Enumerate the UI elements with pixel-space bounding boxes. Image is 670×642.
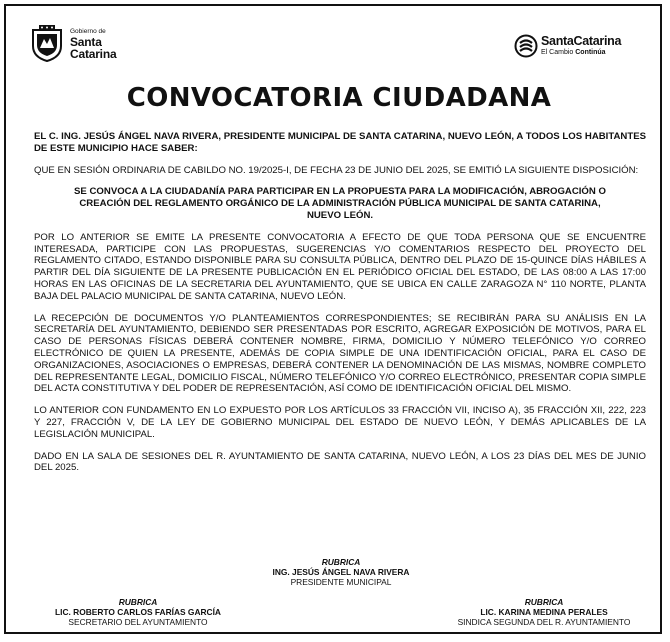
santa-catarina-brand-logo bbox=[514, 34, 638, 60]
mayor-signature bbox=[191, 557, 491, 587]
fundamento-paragraph: LO ANTERIOR CON FUNDAMENTO EN LO EXPUESTO POR LOS ARTÍCULOS 33 FRACCIÓN VII, INCISO A), 35 FRACCIÓN XII, 222, 223 Y 227, FRACCIÓN V, DE LA LEY DE GOBIERNO MUNICIPAL DEL ESTADO DE NUEVO LEÓN, Y DEMÁS APLICABLES DE LA LEGISLACIÓN MUNICIPAL. bbox=[34, 405, 646, 440]
secretary-signature bbox=[18, 597, 258, 627]
signatory-role: SINDICA SEGUNDA DEL R. AYUNTAMIENTO bbox=[457, 617, 631, 627]
santa-catarina-swirl-icon bbox=[514, 34, 538, 58]
gobierno-logo bbox=[30, 22, 140, 68]
signatory-name: LIC. ROBERTO CARLOS FARÍAS GARCÍA bbox=[55, 607, 221, 617]
recepcion-paragraph: LA RECEPCIÓN DE DOCUMENTOS Y/O PLANTEAMIENTOS CORRESPONDIENTES; SE RECIBIRÁN PARA SU ANÁLISIS EN LA SECRETARÍA DEL AYUNTAMIENTO, DEBIENDO SER PRESENTADAS POR ESCRITO, AGREGAR EXPOSICIÓN DE MOTIVOS, PARA EL CASO DE PERSONAS FÍSICAS DEBERÁ CONTENER NOMBRE, FIRMA, DOMICILIO Y NÚMERO TELEFÓNICO Y/O CORREO ELECTRÓNICO DE QUIEN LA PRESENTE, ADEMÁS DE COPIA SIMPLE DE UNA IDENTIFICACIÓN OFICIAL, PARA EL CASO DE ORGANIZACIONES, ASOCIACIONES O EMPRESAS, DEBERÁ CONTENER LA DENOMINACIÓN DE LAS MISMAS, NOMBRE COMPLETO DEL REPRESENTANTE LEGAL, DOMICILIO FISCAL, NÚMERO TELEFÓNICO Y/O CORREO ELECTRÓNICO, PRESENTAR COPIA SIMPLE DEL ACTA CONSTITUTIVA Y DEL PODER DE REPRESENTACIÓN, ASÍ COMO DE IDENTIFICACIÓN OFICIAL DEL MISMO. bbox=[34, 312, 646, 395]
intro-paragraph: EL C. ING. JESÚS ÁNGEL NAVA RIVERA, PRESIDENTE MUNICIPAL DE SANTA CATARINA, NUEVO LEÓN, A TODOS LOS HABITANTES DE ESTE MUNICIPIO HACE SABER: bbox=[34, 131, 646, 154]
tagline-emphasis: Continúa bbox=[575, 49, 606, 56]
rubrica-label: RUBRICA bbox=[118, 597, 158, 607]
session-paragraph: QUE EN SESIÓN ORDINARIA DE CABILDO NO. 19/2025-I, DE FECHA 23 DE JUNIO DEL 2025, SE EMITIÓ LA SIGUIENTE DISPOSICIÓN: bbox=[34, 164, 639, 176]
municipal-seal-icon bbox=[30, 24, 64, 62]
notice-body bbox=[34, 131, 646, 484]
logo-name-line-1: Santa bbox=[70, 35, 102, 49]
tagline-prefix: El Cambio bbox=[541, 49, 576, 56]
rubrica-label: RUBRICA bbox=[524, 597, 564, 607]
page-title: CONVOCATORIA CIUDADANA bbox=[126, 83, 552, 113]
brand-tagline bbox=[541, 49, 606, 57]
notice-frame bbox=[4, 4, 662, 634]
signatory-role: SECRETARIO DEL AYUNTAMIENTO bbox=[68, 617, 208, 627]
convoca-paragraph: SE CONVOCA A LA CIUDADANÍA PARA PARTICIPAR EN LA PROPUESTA PARA LA MODIFICACIÓN, ABROGACIÓN O CREACIÓN DEL REGLAMENTO ORGÁNICO DE LA ADMINISTRACIÓN PÚBLICA MUNICIPAL DE SANTA CATARINA, NUEVO LEÓN. bbox=[74, 186, 606, 221]
brand-name: SantaCatarina bbox=[541, 34, 622, 48]
logo-name-line-2: Catarina bbox=[70, 47, 117, 61]
dado-paragraph: DADO EN LA SALA DE SESIONES DEL R. AYUNTAMIENTO DE SANTA CATARINA, NUEVO LEÓN, A LOS 23 DÍAS DEL MES DE JUNIO DEL 2025. bbox=[34, 450, 646, 474]
signatory-name: LIC. KARINA MEDINA PERALES bbox=[480, 607, 608, 617]
signatory-role: PRESIDENTE MUNICIPAL bbox=[290, 577, 392, 587]
signatory-name: ING. JESÚS ÁNGEL NAVA RIVERA bbox=[272, 567, 410, 577]
gobierno-de-text: Gobierno de bbox=[70, 28, 106, 35]
convocatoria-paragraph: POR LO ANTERIOR SE EMITE LA PRESENTE CONVOCATORIA A EFECTO DE QUE TODA PERSONA QUE SE ENCUENTRE INTERESADA, PARTICIPE CON LAS PROPUESTAS, SUGERENCIAS Y/O COMENTARIOS RESPECTO DEL PROYECTO DEL REGLAMENTO CITADO, ESTANDO DISPONIBLE PARA SU CONSULTA PÚBLICA, DENTRO DEL PLAZO DE 15-QUINCE DÍAS HÁBILES A PARTIR DEL DÍA SIGUIENTE DE LA PRESENTE PUBLICACIÓN EN EL PERIÓDICO OFICIAL DEL ESTADO, DE LAS 08:00 A LAS 17:00 HORAS EN LAS OFICINAS DE LA SECRETARIA DEL AYUNTAMIENTO, QUE SE UBICA EN CALLE ZARAGOZA N° 110 NORTE, PLANTA BAJA DEL PALACIO MUNICIPAL DE SANTA CATARINA, NUEVO LEÓN. bbox=[34, 231, 646, 302]
rubrica-label: RUBRICA bbox=[321, 557, 361, 567]
sindica-signature bbox=[424, 597, 664, 627]
